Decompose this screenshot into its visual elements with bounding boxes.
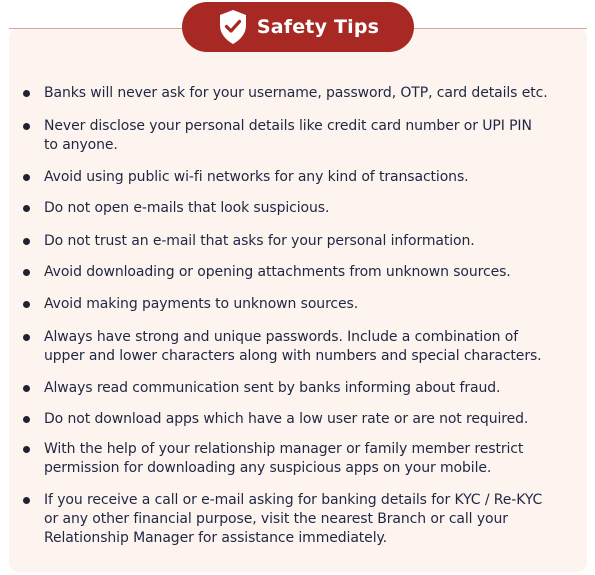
shield-check-icon: [217, 9, 249, 45]
tip-text-line: Always read communication sent by banks informing about fraud.: [44, 380, 501, 396]
header-title: Safety Tips: [256, 16, 380, 38]
tip-text-line: Banks will never ask for your username, password, OTP, card details etc.: [44, 85, 548, 101]
bullet-dot-icon: [23, 497, 30, 504]
header-rule-left: [9, 28, 184, 29]
tip-text-line: Always have strong and unique passwords. Include a combination of: [44, 329, 519, 345]
bullet-dot-icon: [23, 269, 30, 276]
bullet-dot-icon: [23, 446, 30, 453]
tip-text-line: Avoid downloading or opening attachments from unknown sources.: [44, 264, 511, 280]
tip-text-line: Relationship Manager for assistance immediately.: [44, 530, 388, 546]
bullet-dot-icon: [23, 385, 30, 392]
bullet-dot-icon: [23, 301, 30, 308]
tip-text-line: Avoid making payments to unknown sources.: [44, 296, 359, 312]
tip-text-line: With the help of your relationship manager or family member restrict: [44, 441, 524, 457]
tip-text-line: If you receive a call or e-mail asking for banking details for KYC / Re-KYC: [44, 492, 543, 508]
tip-text-line: to anyone.: [44, 137, 118, 153]
tip-text-line: Do not trust an e-mail that asks for your personal information.: [44, 233, 475, 249]
tip-text-line: Never disclose your personal details like credit card number or UPI PIN: [44, 118, 532, 134]
bullet-dot-icon: [23, 416, 30, 423]
tip-text-line: Do not open e-mails that look suspicious.: [44, 200, 330, 216]
bullet-dot-icon: [23, 205, 30, 212]
bullet-dot-icon: [23, 238, 30, 245]
tip-text-line: or any other financial purpose, visit the nearest Branch or call your: [44, 511, 508, 527]
bullet-dot-icon: [23, 174, 30, 181]
bullet-dot-icon: [23, 123, 30, 130]
tip-text-line: permission for downloading any suspicious apps on your mobile.: [44, 460, 492, 476]
tip-text-line: Avoid using public wi-fi networks for any kind of transactions.: [44, 169, 469, 185]
tip-text-line: Do not download apps which have a low user rate or are not required.: [44, 411, 529, 427]
safety-tips-header: [182, 2, 414, 52]
tip-text-line: upper and lower characters along with numbers and special characters.: [44, 348, 542, 364]
bullet-dot-icon: [23, 90, 30, 97]
header-rule-right: [412, 28, 587, 29]
bullet-dot-icon: [23, 334, 30, 341]
